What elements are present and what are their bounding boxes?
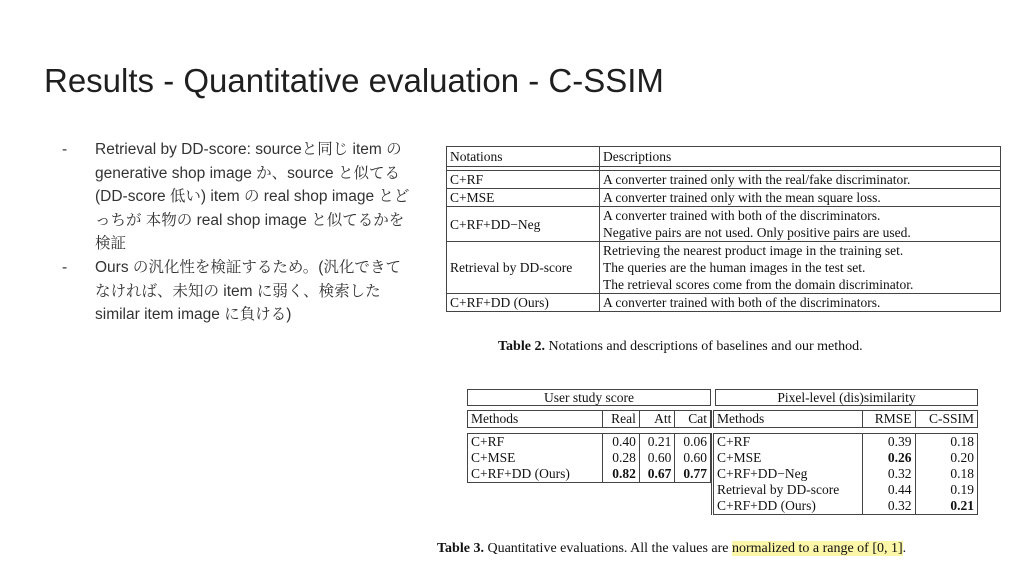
table3-caption bbox=[437, 541, 906, 557]
method-cell: C+RF+DD (Ours) bbox=[713, 498, 863, 515]
method-cell: C+MSE bbox=[713, 450, 863, 466]
table-header-cell: Methods bbox=[468, 411, 603, 428]
bullet-item bbox=[62, 256, 412, 327]
value-cell: 0.32 bbox=[863, 498, 916, 515]
table-row bbox=[713, 434, 978, 451]
table-header-cell: Descriptions bbox=[600, 146, 1001, 167]
table2-caption bbox=[498, 339, 863, 355]
table-header-row bbox=[468, 411, 711, 428]
method-cell: C+RF bbox=[468, 434, 603, 451]
value-cell: 0.21 bbox=[915, 498, 977, 515]
table-header-cell: C-SSIM bbox=[915, 411, 977, 428]
method-cell: C+RF+DD (Ours) bbox=[468, 466, 603, 483]
notation-cell: C+RF+DD−Neg bbox=[446, 207, 600, 242]
pixel-level-table bbox=[711, 410, 978, 515]
method-cell: Retrieval by DD-score bbox=[713, 482, 863, 498]
table-header-row bbox=[713, 411, 978, 428]
caption-text: Quantitative evaluations. All the values are bbox=[483, 541, 732, 556]
notations-table bbox=[446, 146, 1001, 312]
notation-cell: C+RF bbox=[446, 171, 600, 189]
value-cell: 0.40 bbox=[603, 434, 640, 451]
table-row bbox=[713, 450, 978, 466]
caption-label: Table 3. bbox=[437, 541, 484, 556]
table-header-cell: Cat bbox=[675, 411, 711, 428]
description-cell: A converter trained with both of the discriminators. Negative pairs are not used. Only positive pairs are used. bbox=[600, 207, 1001, 242]
value-cell: 0.82 bbox=[603, 466, 640, 483]
value-cell: 0.67 bbox=[639, 466, 675, 483]
table-header-cell: Att bbox=[639, 411, 675, 428]
user-study-table bbox=[467, 410, 711, 531]
description-cell: A converter trained only with the real/fake discriminator. bbox=[600, 171, 1001, 189]
notation-cell: Retrieval by DD-score bbox=[446, 242, 600, 294]
description-cell: A converter trained only with the mean square loss. bbox=[600, 189, 1001, 207]
method-cell: C+MSE bbox=[468, 450, 603, 466]
method-cell: C+RF bbox=[713, 434, 863, 451]
table-header-cell: Methods bbox=[713, 411, 863, 428]
value-cell: 0.20 bbox=[915, 450, 977, 466]
group-header-pixel-level: Pixel-level (dis)similarity bbox=[715, 389, 978, 406]
value-cell: 0.39 bbox=[863, 434, 916, 451]
table-row bbox=[446, 294, 1001, 312]
table-header-cell: RMSE bbox=[863, 411, 916, 428]
notation-cell: C+RF+DD (Ours) bbox=[446, 294, 600, 312]
value-cell: 0.26 bbox=[863, 450, 916, 466]
table-row bbox=[468, 450, 711, 466]
bullet-marker: - bbox=[62, 141, 68, 158]
method-cell: C+RF+DD−Neg bbox=[713, 466, 863, 482]
caption-text: Notations and descriptions of baselines and our method. bbox=[544, 339, 863, 354]
caption-end: . bbox=[902, 541, 907, 556]
table-row bbox=[713, 498, 978, 515]
notation-cell: C+MSE bbox=[446, 189, 600, 207]
value-cell: 0.60 bbox=[639, 450, 675, 466]
bullet-item bbox=[62, 138, 412, 256]
value-cell: 0.32 bbox=[863, 466, 916, 482]
value-cell: 0.19 bbox=[915, 482, 977, 498]
table-row bbox=[446, 207, 1001, 242]
table-row bbox=[468, 466, 711, 483]
value-cell: 0.18 bbox=[915, 466, 977, 482]
bullet-list bbox=[62, 138, 412, 327]
bullet-text: Ours の汎化性を検証するため。(汎化できてなければ、未知の item に弱く、検索した similar item image に負ける) bbox=[95, 258, 401, 324]
caption-highlight: normalized to a range of [0, 1] bbox=[732, 541, 903, 556]
value-cell: 0.28 bbox=[603, 450, 640, 466]
description-cell: A converter trained with both of the discriminators. bbox=[600, 294, 1001, 312]
table-row bbox=[468, 434, 711, 451]
value-cell: 0.21 bbox=[639, 434, 675, 451]
bullet-marker: - bbox=[62, 258, 68, 276]
description-cell: Retrieving the nearest product image in the training set. The queries are the human images in the test set. The retrieval scores come from the domain discriminator. bbox=[600, 242, 1001, 294]
value-cell: 0.60 bbox=[675, 450, 711, 466]
table-row bbox=[446, 242, 1001, 294]
value-cell: 0.44 bbox=[863, 482, 916, 498]
group-header-user-study: User study score bbox=[467, 389, 711, 406]
table-header-cell: Real bbox=[603, 411, 640, 428]
table-row bbox=[713, 466, 978, 482]
table-row bbox=[446, 189, 1001, 207]
slide-title: Results - Quantitative evaluation - C-SSIM bbox=[44, 62, 664, 99]
table-header-cell: Notations bbox=[446, 146, 600, 167]
value-cell: 0.06 bbox=[675, 434, 711, 451]
table-row bbox=[446, 171, 1001, 189]
value-cell: 0.77 bbox=[675, 466, 711, 483]
table-header-row bbox=[446, 146, 1001, 167]
caption-label: Table 2. bbox=[498, 339, 545, 354]
value-cell: 0.18 bbox=[915, 434, 977, 451]
bullet-text: Retrieval by DD-score: sourceと同じ item の generative shop image か、source と似てる (DD-score 低い) item の real shop image とどっちが 本物の real shop image と似てるかを検証 bbox=[95, 141, 410, 253]
table-row bbox=[713, 482, 978, 498]
